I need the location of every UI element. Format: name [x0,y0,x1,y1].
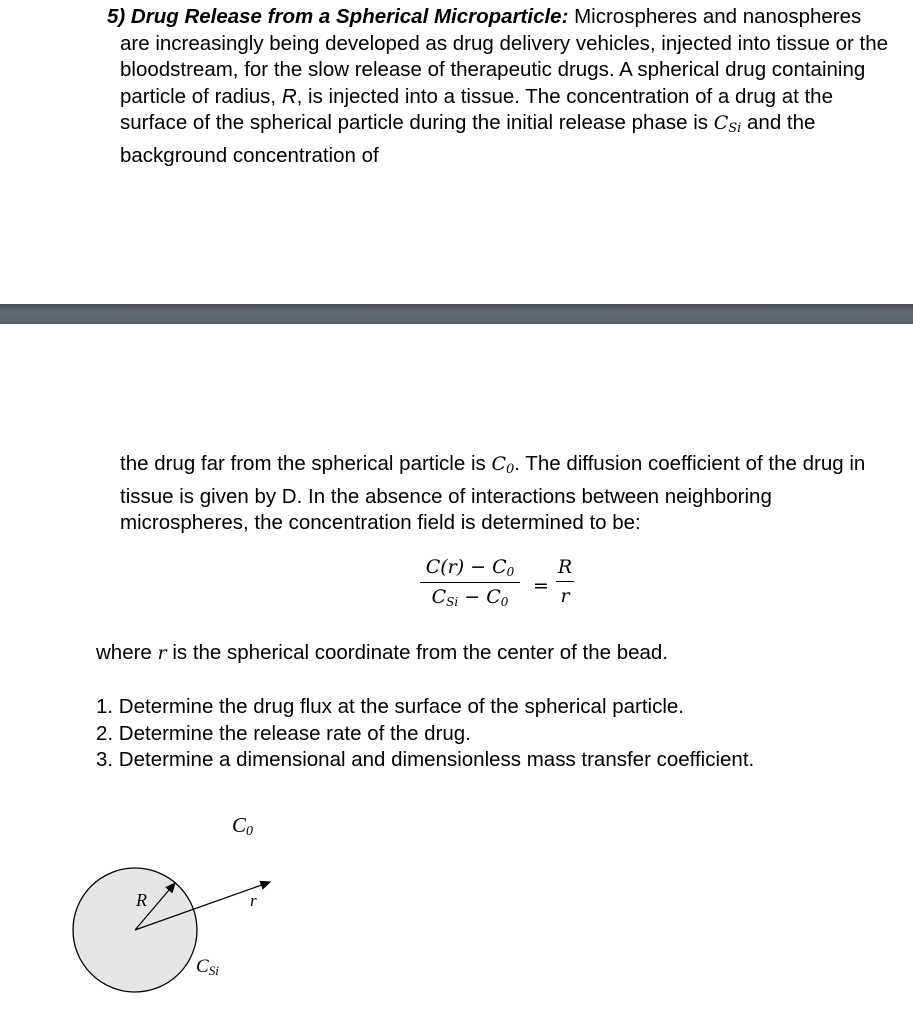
question-item: 3. Determine a dimensional and dimensionless mass transfer coefficient. [96,748,755,771]
continuation-text-1: the drug far from the spherical particle is [120,452,492,475]
problem-paragraph [107,4,890,169]
problem-text-1: Microspheres and nanospheres are increasingly being developed as drug delivery vehicles, injected into tissue or the bloodstream, for the slow release of therapeutic drugs. A spherical drug containing particle of radius, [120,5,889,108]
problem-text-2: , is injected into a tissue. The concentration of a drug at the surface of the spherical particle during the initial release phase is [120,84,833,134]
sphere-diagram [60,800,320,1000]
rhs-denominator: r [560,585,570,607]
where-line: where r is the spherical coordinate from the center of the bead. [96,641,669,664]
c0-label: C0 [232,813,254,839]
lhs-denominator: $C_{Si} - C_0$ [431,586,509,609]
rhs-numerator: R [557,556,573,578]
r-label: r [250,891,257,910]
question-item: 2. Determine the release rate of the drug. [96,721,471,745]
question-list [96,694,754,774]
page-divider [0,304,913,324]
c0-symbol: $C_0$ [491,453,515,477]
problem-title: 5) Drug Release from a Spherical Microparticle: [107,5,569,28]
r-variable: r [157,642,167,664]
continuation-paragraph [120,451,890,537]
rhs-fraction [556,556,574,607]
problem-text-3: and the background concentration of [120,111,816,167]
lhs-numerator: $C(r) - C_0$ [425,556,515,579]
lhs-fraction [420,556,520,609]
csi-label: CSi [196,956,219,978]
question-item: 1. Determine the drug flux at the surface of the spherical particle. [96,695,684,718]
equals-sign: = [533,575,549,597]
radius-symbol: R [281,84,297,108]
radius-label: R [136,890,147,910]
continuation-text-2: . The diffusion coefficient of the drug in tissue is given by D. In the absence of interactions between neighboring microspheres, the concentration field is determined to be: [120,452,866,534]
concentration-equation [420,556,620,626]
csi-symbol: $C_{Si}$ [713,112,742,136]
